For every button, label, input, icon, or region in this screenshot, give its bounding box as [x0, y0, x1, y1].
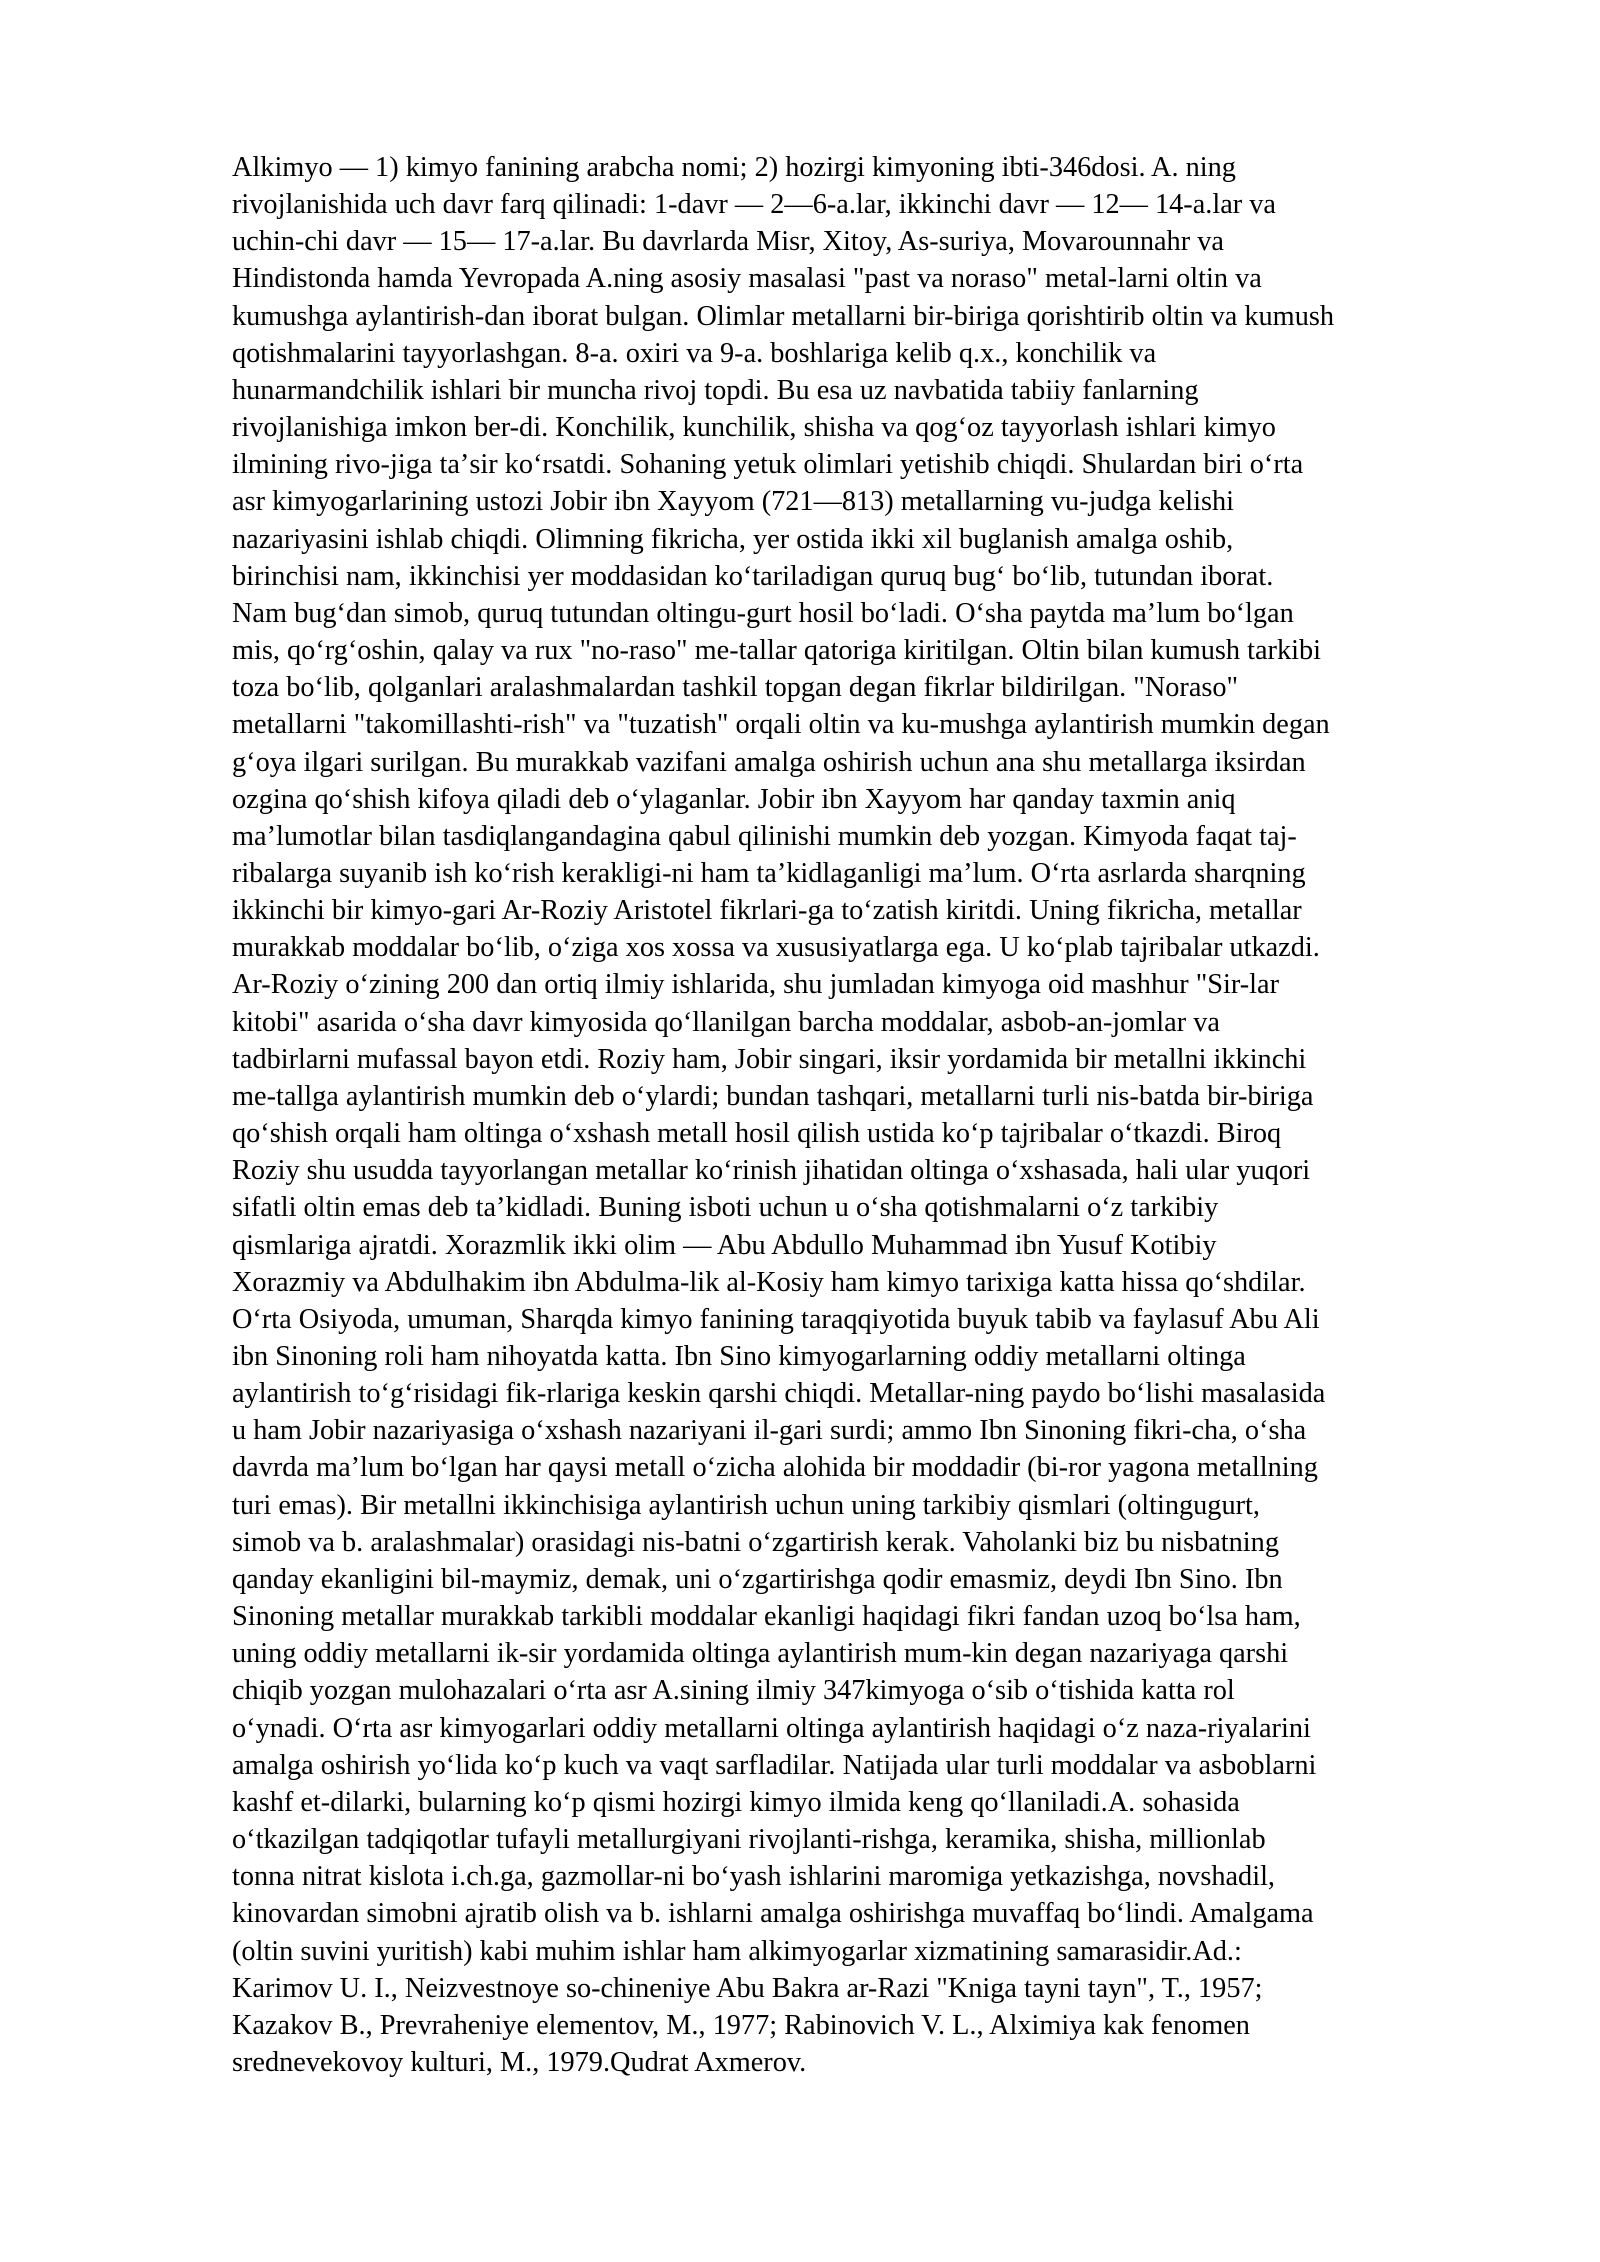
text-line: uning oddiy metallarni ik-sir yordamida oltinga aylantirish mum-kin degan nazariyaga qarshi: [232, 1638, 1289, 1670]
text-line: Kazakov B., Prevraheniye elementov, M., 1977; Rabinovich V. L., Alximiya kak fenomen: [232, 2009, 1250, 2041]
text-line: sifatli oltin emas deb taʼkidladi. Buning isboti uchun u oʻsha qotishmalarni oʻz tarkibiy: [232, 1192, 1219, 1224]
text-line: kashf et-dilarki, bularning koʻp qismi hozirgi kimyo ilmida keng qoʻllaniladi.A. sohasida: [232, 1786, 1240, 1818]
text-line: qismlariga ajratdi. Xorazmlik ikki olim — Abu Abdullo Muhammad ibn Yusuf Kotibiy: [232, 1229, 1217, 1261]
text-line: ilmining rivo-jiga taʼsir koʻrsatdi. Sohaning yetuk olimlari yetishib chiqdi. Shulardan biri oʻrta: [232, 449, 1304, 481]
text-line: oʻtkazilgan tadqiqotlar tufayli metallurgiyani rivojlanti-rishga, keramika, shisha, millionlab: [232, 1824, 1266, 1856]
text-line: ribalarga suyanib ish koʻrish kerakligi-ni ham taʼkidlaganligi maʼlum. Oʻrta asrlarda sharqning: [232, 857, 1306, 889]
text-line: (oltin suvini yuritish) kabi muhim ishlar ham alkimyogarlar xizmatining samarasidir.Ad.:: [232, 1935, 1242, 1967]
text-line: simob va b. aralashmalar) orasidagi nis-batni oʻzgartirish kerak. Vaholanki biz bu nisbatning: [232, 1526, 1279, 1558]
text-line: Xorazmiy va Abdulhakim ibn Abdulma-lik al-Kosiy ham kimyo tarixiga katta hissa qoʻshdilar.: [232, 1266, 1306, 1298]
text-line: davrda maʼlum boʻlgan har qaysi metall oʻzicha alohida bir moddadir (bi-ror yagona metallning: [232, 1452, 1318, 1484]
text-line: chiqib yozgan mulohazalari oʻrta asr A.sining ilmiy 347kimyoga oʻsib oʻtishida katta rol: [232, 1675, 1235, 1707]
text-line: Hindistonda hamda Yevropada A.ning asosiy masalasi "past va noraso" metal-larni oltin va: [232, 263, 1262, 295]
text-line: kitobi" asarida oʻsha davr kimyosida qoʻllanilgan barcha moddalar, asbob-an-jomlar va: [232, 1006, 1220, 1038]
article-body: [232, 149, 1512, 2081]
text-line: birinchisi nam, ikkinchisi yer moddasidan koʻtariladigan quruq bugʻ boʻlib, tutundan iborat.: [232, 560, 1274, 592]
text-line: Nam bugʻdan simob, quruq tutundan oltingu-gurt hosil boʻladi. Oʻsha paytda maʼlum boʻlgan: [232, 597, 1294, 629]
text-line: uchin-chi davr — 15— 17-a.lar. Bu davrlarda Misr, Xitoy, As-suriya, Movarounnahr va: [232, 226, 1224, 258]
text-line: amalga oshirish yoʻlida koʻp kuch va vaqt sarfladilar. Natijada ular turli moddalar va asboblarni: [232, 1749, 1317, 1781]
text-line: mis, qoʻrgʻoshin, qalay va rux "no-raso" me-tallar qatoriga kiritilgan. Oltin bilan kumush tarkibi: [232, 635, 1321, 667]
text-line: nazariyasini ishlab chiqdi. Olimning fikricha, yer ostida ikki xil buglanish amalga oshib,: [232, 523, 1234, 555]
text-line: asr kimyogarlarining ustozi Jobir ibn Xayyom (721—813) metallarning vu-judga kelishi: [232, 486, 1234, 518]
text-line: Alkimyo — 1) kimyo fanining arabcha nomi; 2) hozirgi kimyoning ibti-346dosi. A. ning: [232, 152, 1236, 183]
text-line: tadbirlarni mufassal bayon etdi. Roziy ham, Jobir singari, iksir yordamida bir metallni ikkinchi: [232, 1043, 1307, 1075]
text-line: aylantirish toʻgʻrisidagi fik-rlariga keskin qarshi chiqdi. Metallar-ning paydo boʻlishi masalasida: [232, 1378, 1326, 1410]
text-line: metallarni "takomillashti-rish" va "tuzatish" orqali oltin va ku-mushga aylantirish mumkin degan: [232, 709, 1330, 741]
text-line: kumushga aylantirish-dan iborat bulgan. Olimlar metallarni bir-biriga qorishtirib oltin va kumush: [232, 300, 1335, 332]
text-line: qoʻshish orqali ham oltinga oʻxshash metall hosil qilish ustida koʻp tajribalar oʻtkazdi. Biroq: [232, 1118, 1282, 1150]
text-line: gʻoya ilgari surilgan. Bu murakkab vazifani amalga oshirish uchun ana shu metallarga iksirdan: [232, 746, 1306, 778]
text-line: murakkab moddalar boʻlib, oʻziga xos xossa va xususiyatlarga ega. U koʻplab tajribalar utkazdi.: [232, 932, 1320, 964]
text-line: Oʻrta Osiyoda, umuman, Sharqda kimyo fanining taraqqiyotida buyuk tabib va faylasuf Abu Ali: [232, 1303, 1320, 1335]
text-line: Ar-Roziy oʻzining 200 dan ortiq ilmiy ishlarida, shu jumladan kimyoga oid mashhur "Sir-lar: [232, 969, 1280, 1001]
text-line: hunarmandchilik ishlari bir muncha rivoj topdi. Bu esa uz navbatida tabiiy fanlarning: [232, 374, 1199, 406]
text-line: me-tallga aylantirish mumkin deb oʻylardi; bundan tashqari, metallarni turli nis-batda bir-biriga: [232, 1080, 1314, 1112]
text-line: ikkinchi bir kimyo-gari Ar-Roziy Aristotel fikrlari-ga toʻzatish kiritdi. Uning fikricha, metallar: [232, 895, 1302, 927]
text-line: maʼlumotlar bilan tasdiqlangandagina qabul qilinishi mumkin deb yozgan. Kimyoda faqat taj-: [232, 820, 1297, 852]
text-line: Sinoning metallar murakkab tarkibli moddalar ekanligi haqidagi fikri fandan uzoq boʻlsa ham,: [232, 1601, 1301, 1633]
text-line: oʻynadi. Oʻrta asr kimyogarlari oddiy metallarni oltinga aylantirish haqidagi oʻz naza-riyalarini: [232, 1712, 1311, 1744]
text-line: kinovardan simobni ajratib olish va b. ishlarni amalga oshirishga muvaffaq boʻlindi. Amalgama: [232, 1898, 1314, 1930]
text-line: rivojlanishiga imkon ber-di. Konchilik, kunchilik, shisha va qogʻoz tayyorlash ishlari kimyo: [232, 412, 1276, 444]
text-line: toza boʻlib, qolganlari aralashmalardan tashkil topgan degan fikrlar bildirilgan. "Noraso": [232, 672, 1239, 704]
text-line: rivojlanishida uch davr farq qilinadi: 1-davr — 2—6-a.lar, ikkinchi davr — 12— 14-a.lar va: [232, 189, 1276, 221]
text-line: Roziy shu usudda tayyorlangan metallar koʻrinish jihatidan oltinga oʻxshasada, hali ular yuqori: [232, 1155, 1311, 1187]
text-line: qanday ekanligini bil-maymiz, demak, uni oʻzgartirishga qodir emasmiz, deydi Ibn Sino. Ibn: [232, 1563, 1283, 1595]
text-line: u ham Jobir nazariyasiga oʻxshash nazariyani il-gari surdi; ammo Ibn Sinoning fikri-cha, oʻsha: [232, 1415, 1307, 1447]
text-line: turi emas). Bir metallni ikkinchisiga aylantirish uchun uning tarkibiy qismlari (oltingugurt,: [232, 1489, 1260, 1521]
text-line: qotishmalarini tayyorlashgan. 8-a. oxiri va 9-a. boshlariga kelib q.x., konchilik va: [232, 337, 1157, 369]
text-line: Karimov U. I., Neizvestnoye so-chineniye Abu Bakra ar-Razi "Kniga tayni tayn", T., 1957;: [232, 1972, 1263, 2004]
text-line: ibn Sinoning roli ham nihoyatda katta. Ibn Sino kimyogarlarning oddiy metallarni oltinga: [232, 1341, 1246, 1372]
text-line: srednevekovoy kulturi, M., 1979.Qudrat Axmerov.: [232, 2046, 807, 2078]
text-line: ozgina qoʻshish kifoya qiladi deb oʻylaganlar. Jobir ibn Xayyom har qanday taxmin aniq: [232, 783, 1236, 815]
text-line: tonna nitrat kislota i.ch.ga, gazmollar-ni boʻyash ishlarini maromiga yetkazishga, novshadil,: [232, 1861, 1276, 1893]
